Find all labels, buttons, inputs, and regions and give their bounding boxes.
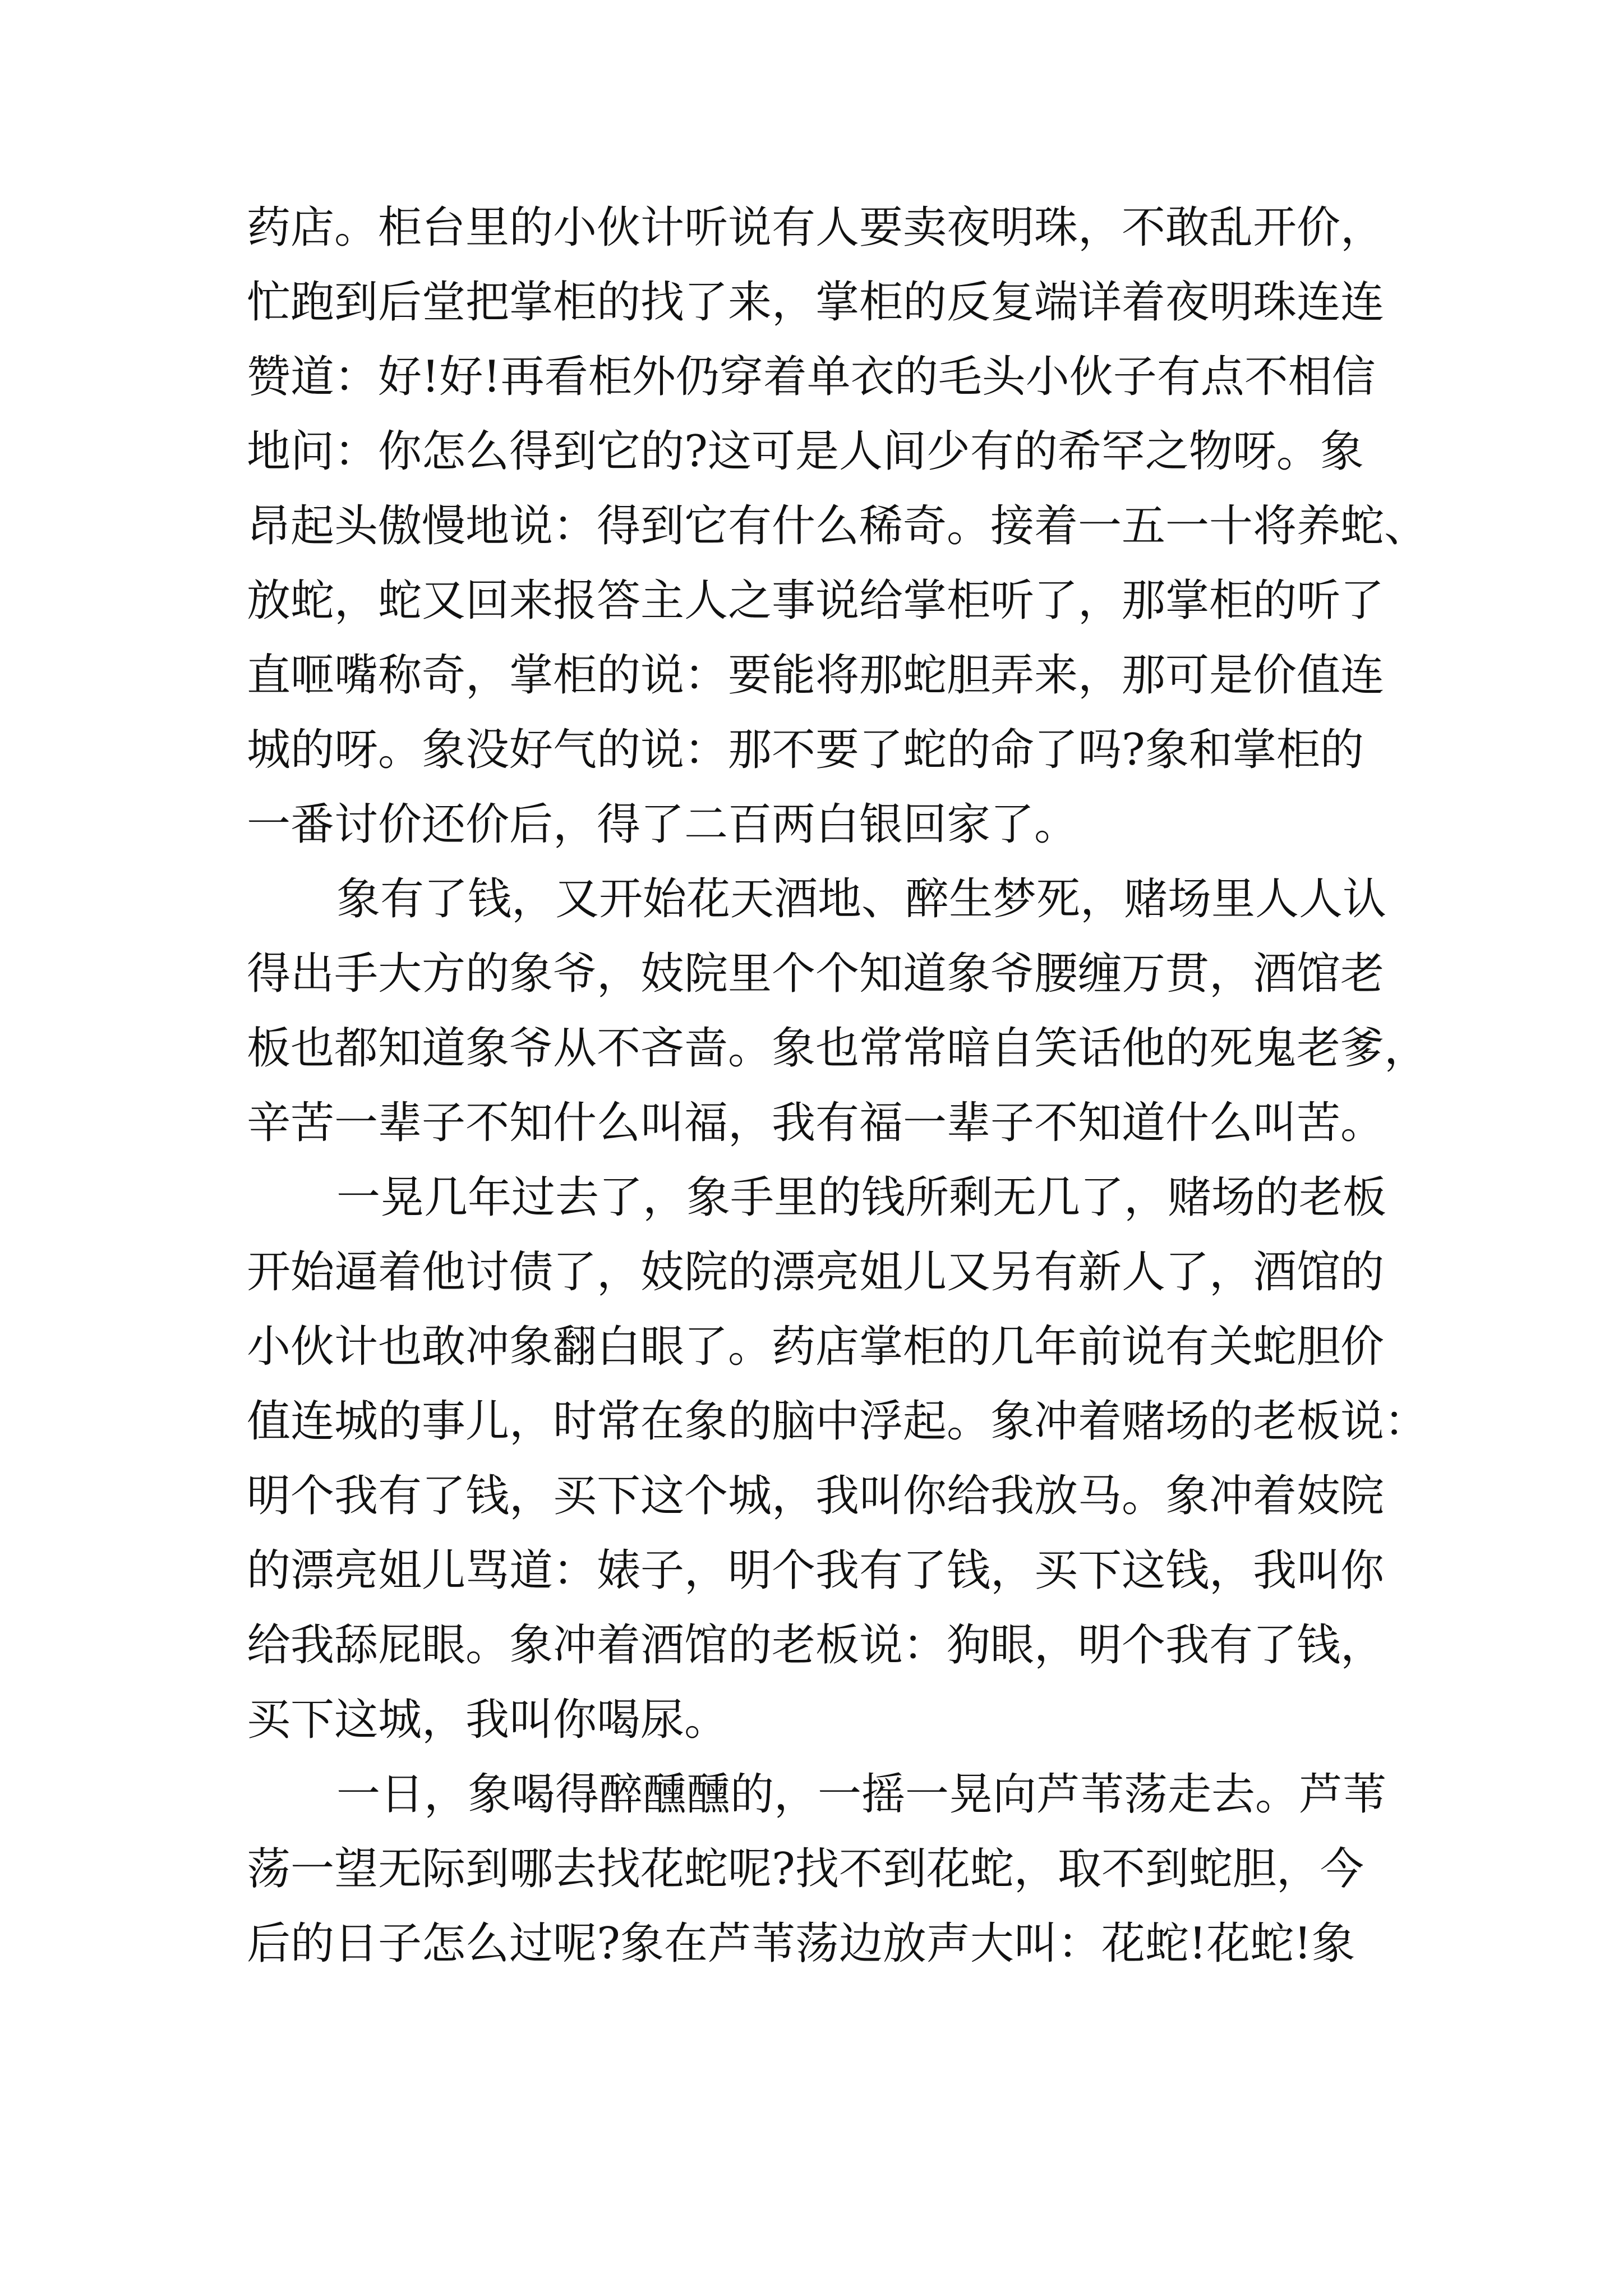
text-line: 药店。柜台里的小伙计听说有人要卖夜明珠，不敢乱开价， bbox=[247, 203, 1385, 253]
text-line: 值连城的事儿，时常在象的脑中浮起。象冲着赌场的老板说： bbox=[247, 1396, 1428, 1447]
text-line: 一番讨价还价后，得了二百两白银回家了。 bbox=[247, 799, 1078, 850]
text-line: 明个我有了钱，买下这个城，我叫你给我放马。象冲着妓院 bbox=[247, 1471, 1385, 1521]
text-line: 后的日子怎么过呢?象在芦苇荡边放声大叫：花蛇!花蛇!象 bbox=[247, 1918, 1355, 1969]
text-line: 得出手大方的象爷，妓院里个个知道象爷腰缠万贯，酒馆老 bbox=[247, 949, 1385, 999]
text-line: 小伙计也敢冲象翻白眼了。药店掌柜的几年前说有关蛇胆价 bbox=[247, 1322, 1385, 1372]
text-line: 辛苦一辈子不知什么叫福，我有福一辈子不知道什么叫苦。 bbox=[247, 1098, 1385, 1148]
paragraph-start-line: 一日，象喝得醉醺醺的，一摇一晃向芦苇荡走去。芦苇 bbox=[336, 1769, 1387, 1820]
story-text bbox=[247, 191, 1428, 1981]
text-line: 城的呀。象没好气的说：那不要了蛇的命了吗?象和掌柜的 bbox=[247, 725, 1364, 775]
paragraph-start-line: 象有了钱，又开始花天酒地、醉生梦死，赌场里人人认 bbox=[336, 874, 1387, 924]
text-line: 开始逼着他讨债了，妓院的漂亮姐儿又另有新人了，酒馆的 bbox=[247, 1247, 1385, 1297]
text-line: 忙跑到后堂把掌柜的找了来，掌柜的反复端详着夜明珠连连 bbox=[247, 277, 1385, 328]
text-line: 买下这城，我叫你喝尿。 bbox=[247, 1695, 728, 1745]
text-line: 直咂嘴称奇，掌柜的说：要能将那蛇胆弄来，那可是价值连 bbox=[247, 650, 1385, 701]
text-line: 赞道：好!好!再看柜外仍穿着单衣的毛头小伙子有点不相信 bbox=[247, 352, 1376, 402]
text-line: 荡一望无际到哪去找花蛇呢?找不到花蛇，取不到蛇胆，今 bbox=[247, 1844, 1364, 1894]
text-line: 给我舔屁眼。象冲着酒馆的老板说：狗眼，明个我有了钱， bbox=[247, 1620, 1385, 1671]
paragraph-start-line: 一晃几年过去了，象手里的钱所剩无几了，赌场的老板 bbox=[336, 1172, 1387, 1223]
text-line: 地问：你怎么得到它的?这可是人间少有的希罕之物呀。象 bbox=[247, 426, 1364, 477]
text-line: 昂起头傲慢地说：得到它有什么稀奇。接着一五一十将养蛇、 bbox=[247, 501, 1428, 551]
text-line: 放蛇，蛇又回来报答主人之事说给掌柜听了，那掌柜的听了 bbox=[247, 576, 1385, 626]
text-line: 的漂亮姐儿骂道：婊子，明个我有了钱，买下这钱，我叫你 bbox=[247, 1545, 1385, 1596]
text-line: 板也都知道象爷从不吝啬。象也常常暗自笑话他的死鬼老爹， bbox=[247, 1023, 1428, 1074]
